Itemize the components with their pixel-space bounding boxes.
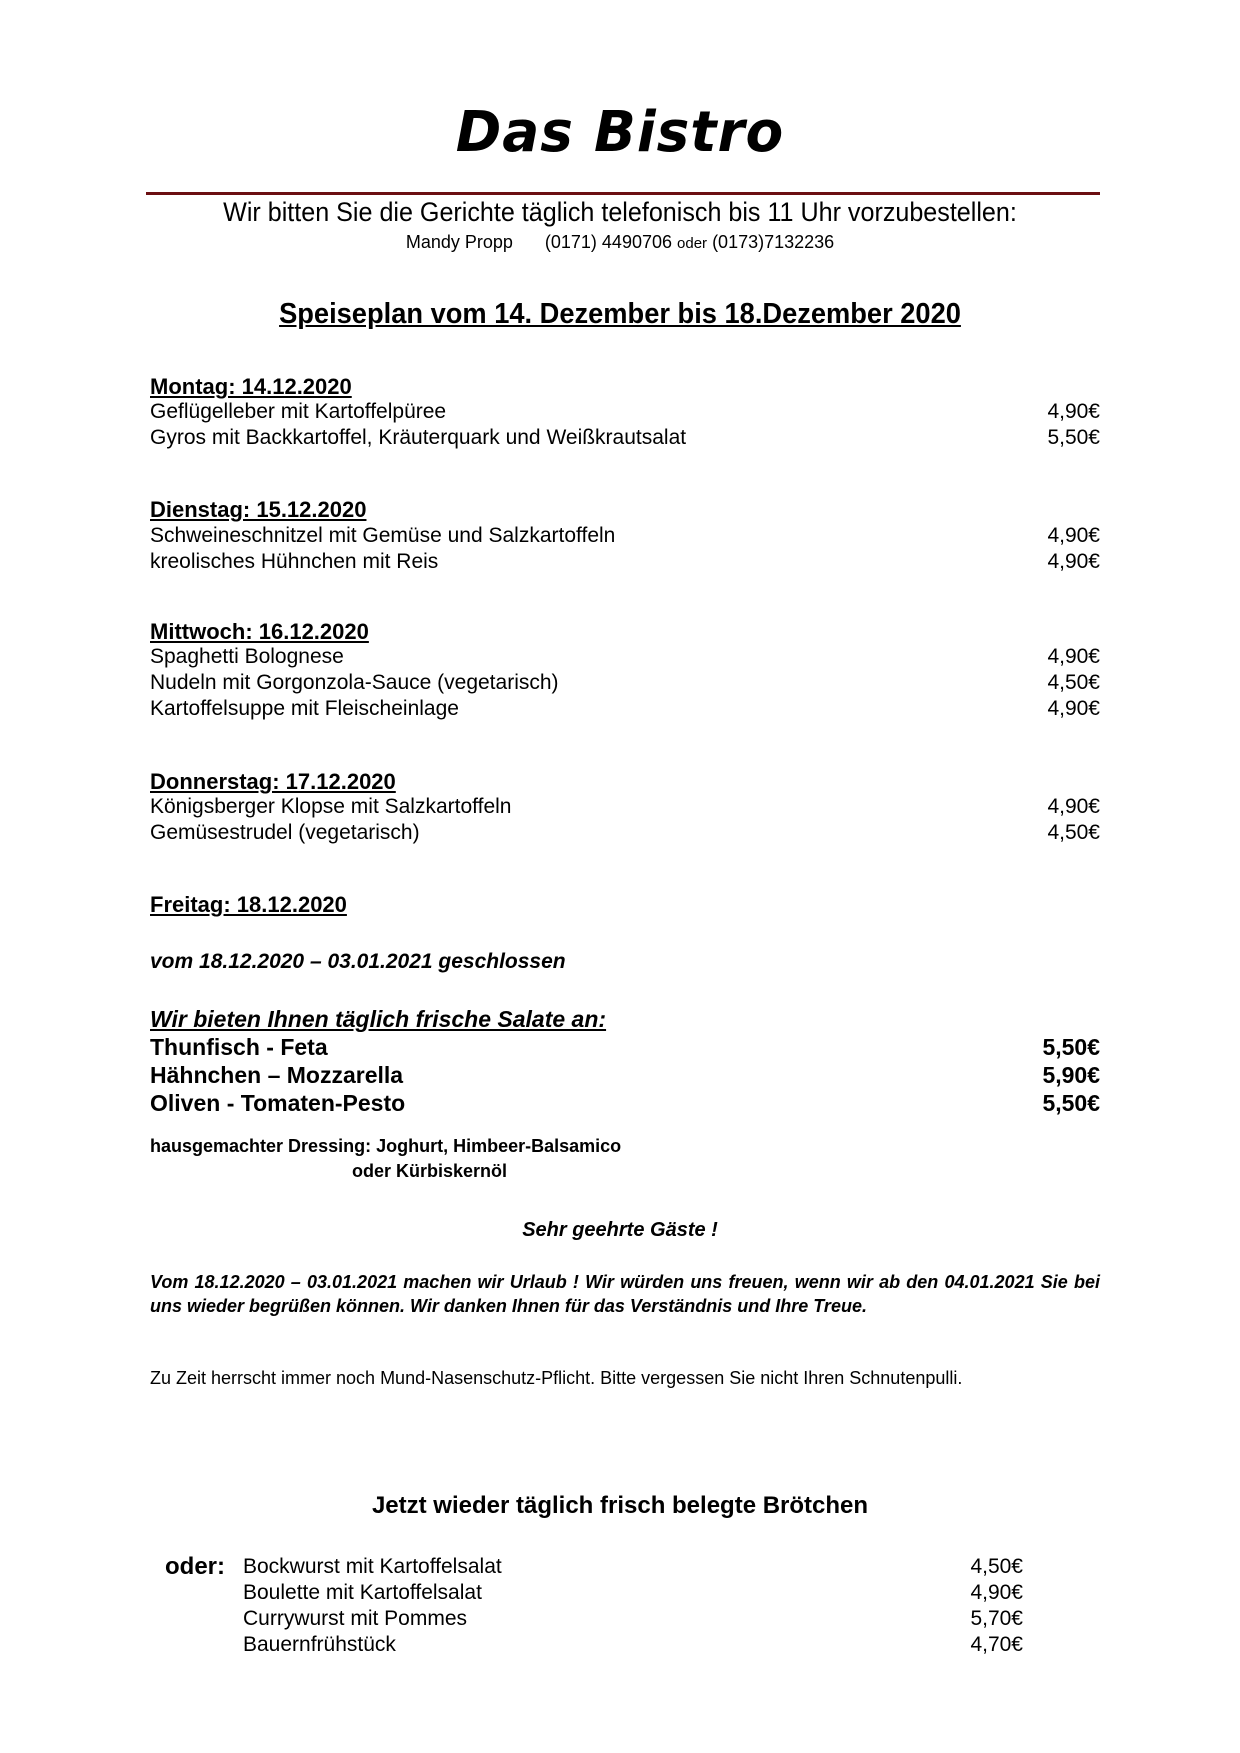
preorder-notice: Wir bitten Sie die Gerichte täglich telefonisch bis 11 Uhr vorzubestellen: <box>223 197 1017 227</box>
rolls-heading: Jetzt wieder täglich frisch belegte Brötchen <box>371 1492 869 1519</box>
roll-item <box>243 1607 1023 1631</box>
closed-note: vom 18.12.2020 – 03.01.2021 geschlossen <box>150 950 566 973</box>
day-heading-mittwoch: Mittwoch: 16.12.2020 <box>150 619 369 644</box>
dressing-line-1: hausgemachter Dressing: Joghurt, Himbeer-Balsamico <box>150 1136 622 1156</box>
menu-item <box>150 671 1100 695</box>
menu-item <box>150 645 1100 669</box>
menu-item <box>150 697 1100 721</box>
menu-item-price: 4,90€ <box>1047 400 1100 423</box>
roll-price: 4,90€ <box>970 1581 1023 1604</box>
mask-notice: Zu Zeit herrscht immer noch Mund-Nasenschutz-Pflicht. Bitte vergessen Sie nicht Ihren Schnutenpulli. <box>150 1368 963 1388</box>
menu-item-price: 5,50€ <box>1047 426 1100 449</box>
vacation-text: Vom 18.12.2020 – 03.01.2021 machen wir Urlaub ! Wir würden uns freuen, wenn wir ab den 04.01.2021 Sie bei uns wieder begrüßen können. Wir danken Ihnen für das Verständnis und Ihre Treue. <box>150 1272 1100 1316</box>
header-divider <box>146 192 1100 195</box>
menu-item-price: 4,90€ <box>1047 645 1100 668</box>
roll-name: Bockwurst mit Kartoffelsalat <box>243 1555 502 1578</box>
day-heading-donnerstag: Donnerstag: 17.12.2020 <box>150 769 396 794</box>
menu-item-name: Geflügelleber mit Kartoffelpüree <box>150 400 447 423</box>
roll-name: Bauernfrühstück <box>243 1633 396 1656</box>
day-heading-freitag: Freitag: 18.12.2020 <box>150 892 347 917</box>
roll-price: 4,50€ <box>970 1555 1023 1578</box>
rolls-oder-label: oder: <box>165 1553 225 1580</box>
day-heading-montag: Montag: 14.12.2020 <box>150 374 352 399</box>
contact-name: Mandy Propp <box>405 232 513 252</box>
roll-item <box>243 1555 1023 1579</box>
salads-heading: Wir bieten Ihnen täglich frische Salate an: <box>150 1006 607 1032</box>
salad-item <box>150 1034 1100 1061</box>
menu-item-name: kreolisches Hühnchen mit Reis <box>150 550 439 573</box>
menu-item-price: 4,50€ <box>1047 671 1100 694</box>
menu-item-name: Gemüsestrudel (vegetarisch) <box>150 821 420 844</box>
contact-line <box>0 232 1240 253</box>
phone-1: (0171) 4490706 <box>544 232 672 252</box>
greeting: Sehr geehrte Gäste ! <box>522 1219 718 1241</box>
menu-item-name: Königsberger Klopse mit Salzkartoffeln <box>150 795 512 818</box>
menu-item-price: 4,90€ <box>1047 697 1100 720</box>
menu-item-name: Gyros mit Backkartoffel, Kräuterquark und Weißkrautsalat <box>150 426 687 449</box>
roll-price: 5,70€ <box>970 1607 1023 1630</box>
roll-name: Boulette mit Kartoffelsalat <box>243 1581 482 1604</box>
roll-price: 4,70€ <box>970 1633 1023 1656</box>
menu-item <box>150 821 1100 845</box>
salad-name: Oliven - Tomaten-Pesto <box>150 1090 406 1116</box>
salad-price: 5,90€ <box>1042 1062 1100 1088</box>
dressing-line-2: oder Kürbiskernöl <box>352 1161 508 1181</box>
menu-item-price: 4,90€ <box>1047 524 1100 547</box>
menu-item-name: Schweineschnitzel mit Gemüse und Salzkartoffeln <box>150 524 616 547</box>
roll-item <box>243 1581 1023 1605</box>
salad-item <box>150 1090 1100 1117</box>
menu-item-name: Spaghetti Bolognese <box>150 645 344 668</box>
menu-item-price: 4,90€ <box>1047 795 1100 818</box>
bistro-title: Das Bistro <box>455 100 785 165</box>
salad-price: 5,50€ <box>1042 1090 1100 1116</box>
menu-item <box>150 400 1100 424</box>
salad-price: 5,50€ <box>1042 1034 1100 1060</box>
menu-item-price: 4,90€ <box>1047 550 1100 573</box>
roll-name: Currywurst mit Pommes <box>243 1607 468 1630</box>
menu-item-name: Kartoffelsuppe mit Fleischeinlage <box>150 697 459 720</box>
menu-plan-title: Speiseplan vom 14. Dezember bis 18.Dezember 2020 <box>279 298 961 330</box>
menu-item <box>150 550 1100 574</box>
day-heading-dienstag: Dienstag: 15.12.2020 <box>150 497 367 522</box>
menu-item <box>150 795 1100 819</box>
salad-item <box>150 1062 1100 1089</box>
phone-or: oder <box>677 235 708 252</box>
menu-item <box>150 524 1100 548</box>
phone-2: (0173)7132236 <box>712 232 835 252</box>
menu-item-price: 4,50€ <box>1047 821 1100 844</box>
salad-name: Thunfisch - Feta <box>150 1034 328 1060</box>
menu-item <box>150 426 1100 450</box>
salad-name: Hähnchen – Mozzarella <box>150 1062 404 1088</box>
menu-item-name: Nudeln mit Gorgonzola-Sauce (vegetarisch) <box>150 671 559 694</box>
roll-item <box>243 1633 1023 1657</box>
